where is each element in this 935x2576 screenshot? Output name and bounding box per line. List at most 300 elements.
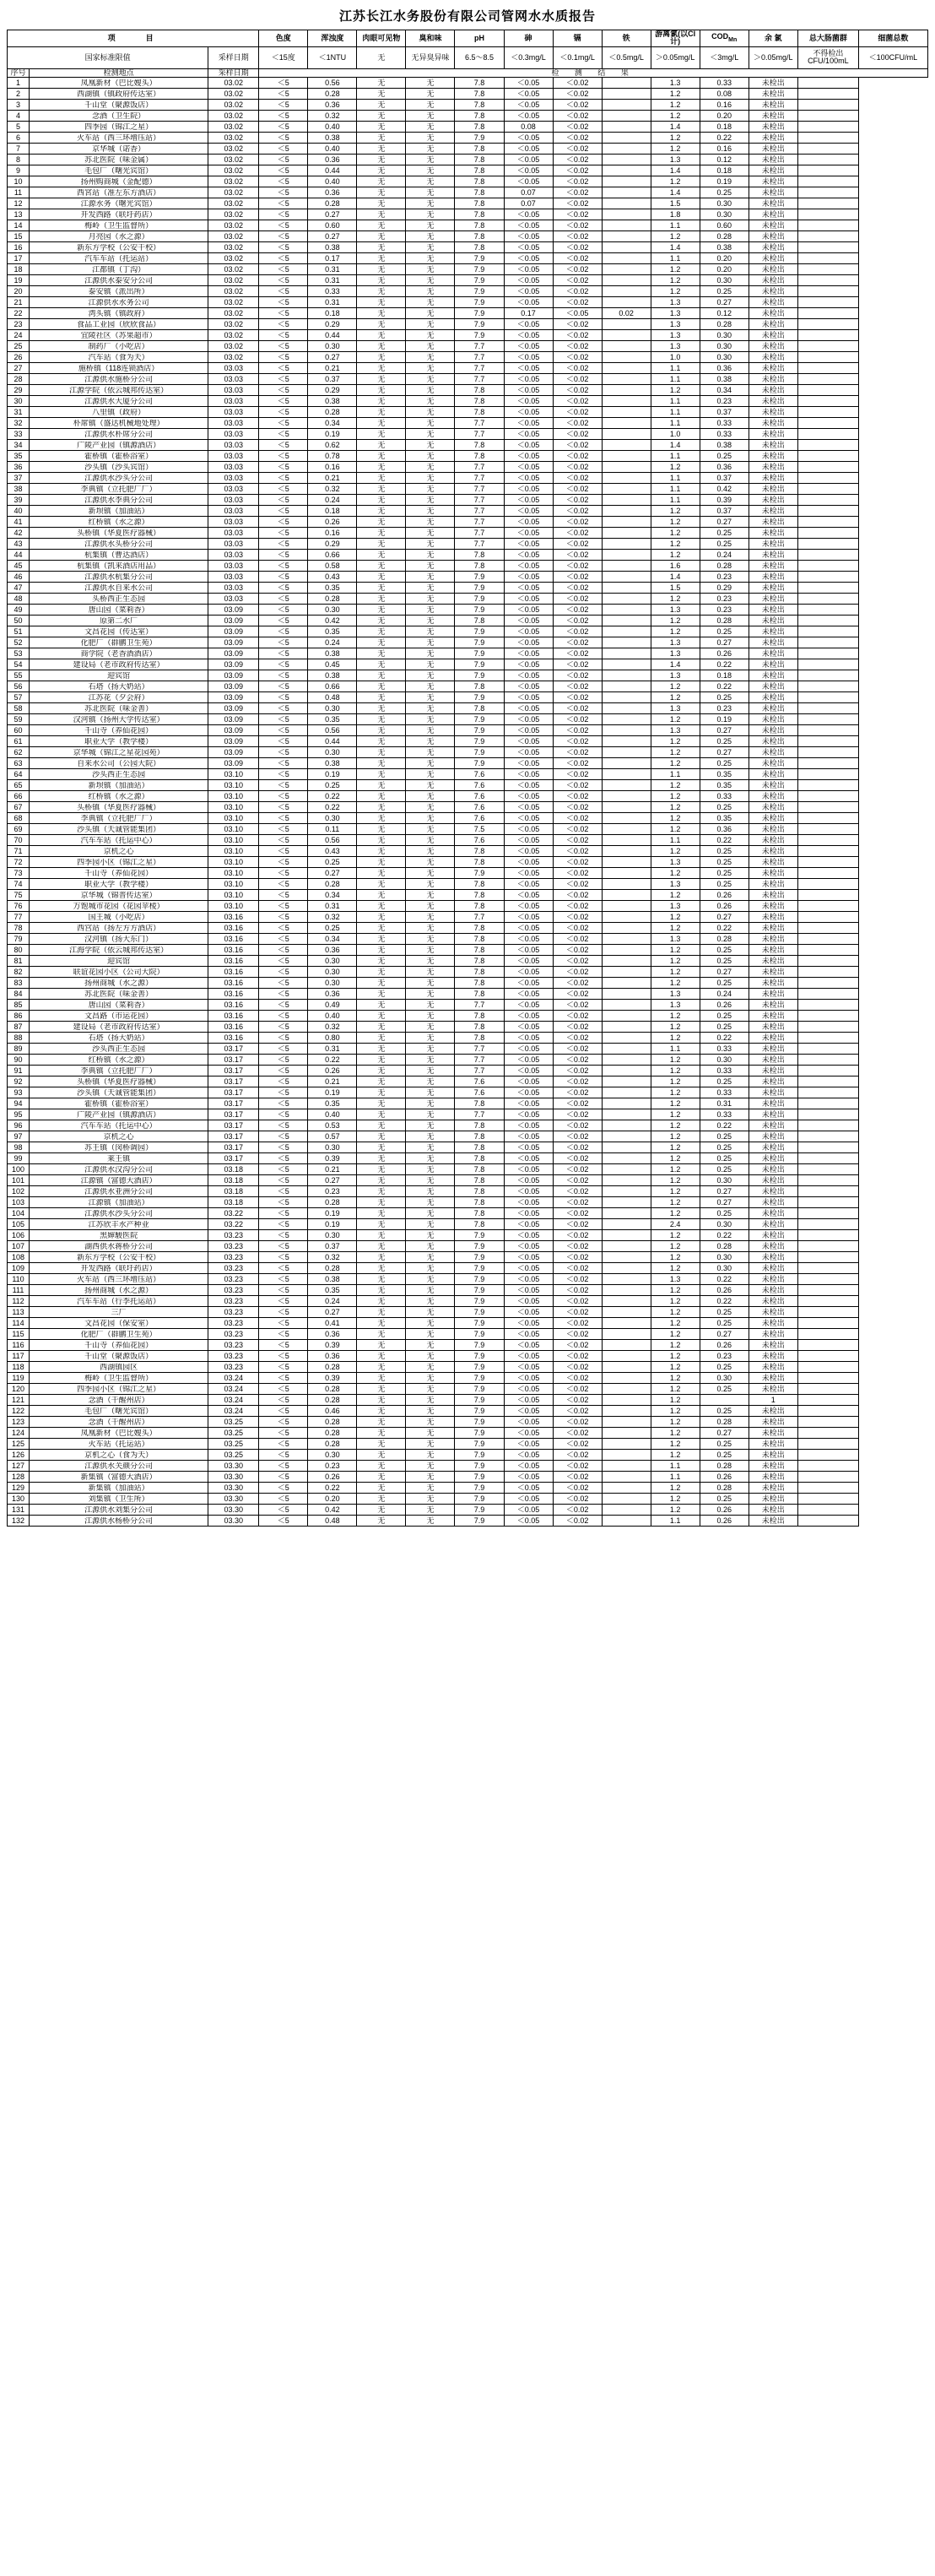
cell-i: 125	[8, 1439, 30, 1450]
cell-as: ＜0.05	[504, 747, 553, 758]
cell-date: 03.16	[208, 967, 259, 978]
cell-rm: 无	[357, 956, 406, 967]
table-row	[8, 1087, 928, 1098]
cell-date: 03.10	[208, 802, 259, 813]
cell-date: 03.03	[208, 407, 259, 418]
cell-se: ＜5	[259, 264, 308, 275]
cell-cl: 1.3	[651, 901, 700, 912]
cell-ycl: 0.25	[700, 539, 749, 550]
site-label: 江源镇（富德大酒店）	[80, 1176, 157, 1185]
cell-as: ＜0.05	[504, 1109, 553, 1120]
cell-xj	[797, 736, 858, 747]
site-label: 京机之心（食为天）	[84, 1451, 154, 1459]
cell-cw: 无	[406, 1362, 455, 1373]
site-label: 江源供水自来水公司	[84, 583, 154, 592]
cell-ycl: 0.24	[700, 550, 749, 561]
cell-date: 03.24	[208, 1406, 259, 1417]
cell-cd: ＜0.02	[553, 1516, 602, 1527]
cell-date: 03.10	[208, 879, 259, 890]
cell-xj	[797, 220, 858, 231]
cell-ycl: 0.33	[700, 78, 749, 89]
cell-cw: 无	[406, 1428, 455, 1439]
cell-se: ＜5	[259, 495, 308, 506]
cell-ph: 7.9	[455, 319, 504, 330]
cell-fe	[602, 418, 651, 429]
cell-fe	[602, 264, 651, 275]
cell-se: ＜5	[259, 561, 308, 572]
cell-cw: 无	[406, 1439, 455, 1450]
cell-cw: 无	[406, 352, 455, 363]
cell-rm: 无	[357, 385, 406, 396]
cell-site	[30, 155, 208, 165]
cell-ycl: 0.33	[700, 1087, 749, 1098]
site-label: 月亮园（水之源）	[88, 232, 149, 241]
cell-site	[30, 626, 208, 637]
cell-site	[30, 517, 208, 528]
cell-cw: 无	[406, 517, 455, 528]
cell-cl: 1.0	[651, 352, 700, 363]
cell-cd: ＜0.02	[553, 528, 602, 539]
cell-se: ＜5	[259, 1406, 308, 1417]
cell-cd: ＜0.02	[553, 572, 602, 583]
cell-date: 03.10	[208, 813, 259, 824]
cell-cl: 1.2	[651, 550, 700, 561]
cell-dc: 未检出	[749, 231, 797, 242]
cell-as: ＜0.05	[504, 923, 553, 934]
cell-fe	[602, 1318, 651, 1329]
table-row	[8, 89, 928, 100]
cell-as: ＜0.05	[504, 1033, 553, 1044]
cell-rm: 无	[357, 572, 406, 583]
cell-cw: 无	[406, 1098, 455, 1109]
cell-xj	[797, 703, 858, 714]
cell-fe	[602, 1494, 651, 1505]
cell-cw: 无	[406, 1395, 455, 1406]
cell-xj	[797, 275, 858, 286]
cell-i: 35	[8, 451, 30, 462]
cell-date: 03.17	[208, 1120, 259, 1131]
cell-cw: 无	[406, 286, 455, 297]
cell-ph: 7.9	[455, 1340, 504, 1351]
cell-ph: 7.8	[455, 187, 504, 198]
cell-rm: 无	[357, 78, 406, 89]
cell-ph: 7.9	[455, 1472, 504, 1483]
cell-xj	[797, 1252, 858, 1263]
cell-zd: 0.27	[308, 1175, 357, 1186]
cell-site	[30, 758, 208, 769]
cell-site	[30, 1109, 208, 1120]
table-row	[8, 1175, 928, 1186]
cell-dc: 未检出	[749, 528, 797, 539]
cell-cd: ＜0.02	[553, 813, 602, 824]
cell-se: ＜5	[259, 835, 308, 846]
cell-rm: 无	[357, 144, 406, 155]
site-label: 西宮站（准左东方酒店）	[77, 188, 161, 197]
cell-rm: 无	[357, 1109, 406, 1120]
cell-ph: 7.5	[455, 824, 504, 835]
cell-site	[30, 1131, 208, 1142]
cell-cl: 1.2	[651, 1307, 700, 1318]
cell-i: 50	[8, 616, 30, 626]
cell-i: 98	[8, 1142, 30, 1153]
site-label: 新东方学校（公安干校）	[77, 243, 161, 252]
cell-as: ＜0.05	[504, 495, 553, 506]
cell-cd: ＜0.02	[553, 418, 602, 429]
cell-i: 4	[8, 111, 30, 122]
cell-se: ＜5	[259, 890, 308, 901]
cell-ph: 7.8	[455, 1098, 504, 1109]
cell-ph: 7.9	[455, 253, 504, 264]
cell-ycl: 0.23	[700, 703, 749, 714]
cell-ph: 7.9	[455, 725, 504, 736]
cell-ph: 7.8	[455, 78, 504, 89]
site-label: 西湖镇园区	[100, 1363, 138, 1371]
cell-site	[30, 967, 208, 978]
cell-xj	[797, 187, 858, 198]
cell-ycl: 0.08	[700, 89, 749, 100]
table-row	[8, 429, 928, 440]
cell-ycl: 0.33	[700, 418, 749, 429]
cell-as: ＜0.05	[504, 967, 553, 978]
cell-zd: 0.11	[308, 824, 357, 835]
cell-ycl: 0.25	[700, 1131, 749, 1142]
cell-date: 03.23	[208, 1274, 259, 1285]
cell-rm: 无	[357, 1241, 406, 1252]
table-row	[8, 100, 928, 111]
cell-ph: 7.9	[455, 1406, 504, 1417]
cell-fe	[602, 561, 651, 572]
cell-xj	[797, 89, 858, 100]
cell-xj	[797, 1340, 858, 1351]
cell-cl: 1.5	[651, 198, 700, 209]
cell-cd: ＜0.02	[553, 681, 602, 692]
cell-date: 03.09	[208, 736, 259, 747]
cell-fe	[602, 473, 651, 484]
cell-as: ＜0.05	[504, 506, 553, 517]
cell-xj	[797, 1153, 858, 1164]
cell-date: 03.02	[208, 308, 259, 319]
cell-date: 03.10	[208, 857, 259, 868]
cell-as: ＜0.05	[504, 1384, 553, 1395]
cell-date: 03.09	[208, 714, 259, 725]
table-row	[8, 637, 928, 648]
cell-ycl: 0.38	[700, 242, 749, 253]
cell-date: 03.03	[208, 539, 259, 550]
cell-zd: 0.56	[308, 835, 357, 846]
cell-rm: 无	[357, 198, 406, 209]
cell-zd: 0.38	[308, 670, 357, 681]
cell-rm: 无	[357, 111, 406, 122]
table-row	[8, 550, 928, 561]
cell-ycl: 0.27	[700, 1186, 749, 1197]
cell-site	[30, 1450, 208, 1461]
cell-date: 03.30	[208, 1505, 259, 1516]
cell-ph: 7.8	[455, 1131, 504, 1142]
cell-rm: 无	[357, 1395, 406, 1406]
cell-cd: ＜0.02	[553, 879, 602, 890]
cell-cw: 无	[406, 1011, 455, 1022]
cell-cd: ＜0.02	[553, 187, 602, 198]
cell-ph: 7.8	[455, 879, 504, 890]
cell-as: ＜0.05	[504, 1098, 553, 1109]
cell-rm: 无	[357, 813, 406, 824]
cell-zd: 0.36	[308, 989, 357, 1000]
cell-ph: 7.9	[455, 1384, 504, 1395]
table-row	[8, 264, 928, 275]
cell-zd: 0.58	[308, 561, 357, 572]
cell-zd: 0.26	[308, 1066, 357, 1076]
cell-se: ＜5	[259, 363, 308, 374]
cell-cw: 无	[406, 144, 455, 155]
cell-i: 121	[8, 1395, 30, 1406]
cell-se: ＜5	[259, 956, 308, 967]
cell-date: 03.18	[208, 1175, 259, 1186]
cell-fe	[602, 144, 651, 155]
cell-site	[30, 550, 208, 561]
table-row	[8, 1142, 928, 1153]
cell-as: ＜0.05	[504, 451, 553, 462]
cell-site	[30, 1494, 208, 1505]
cell-date: 03.09	[208, 626, 259, 637]
cell-date: 03.02	[208, 133, 259, 144]
cell-xj	[797, 1516, 858, 1527]
cell-site	[30, 209, 208, 220]
cell-fe	[602, 934, 651, 945]
site-label: 千山寺（养仙花园）	[84, 869, 154, 877]
site-label: 江源供水大厦分公司	[84, 397, 154, 405]
cell-dc: 未检出	[749, 989, 797, 1000]
cell-fe	[602, 1175, 651, 1186]
cell-cw: 无	[406, 1263, 455, 1274]
cell-cd: ＜0.02	[553, 1417, 602, 1428]
cell-date: 03.24	[208, 1384, 259, 1395]
cell-dc: 未检出	[749, 176, 797, 187]
cell-ycl: 0.18	[700, 122, 749, 133]
cell-ycl: 0.25	[700, 286, 749, 297]
cell-zd: 0.26	[308, 517, 357, 528]
cell-as: ＜0.05	[504, 780, 553, 791]
cell-dc: 未检出	[749, 594, 797, 605]
cell-cl: 1.1	[651, 484, 700, 495]
cell-fe	[602, 1439, 651, 1450]
cell-zd: 0.31	[308, 264, 357, 275]
cell-date: 03.02	[208, 264, 259, 275]
cell-zd: 0.26	[308, 1472, 357, 1483]
table-row	[8, 1340, 928, 1351]
cell-i: 42	[8, 528, 30, 539]
cell-site	[30, 484, 208, 495]
cell-site	[30, 1395, 208, 1406]
cell-fe	[602, 528, 651, 539]
cell-cl: 1.2	[651, 528, 700, 539]
cell-cl: 1.3	[651, 879, 700, 890]
cell-ycl: 0.25	[700, 736, 749, 747]
cell-zd: 0.48	[308, 1516, 357, 1527]
cell-dc: 未检出	[749, 133, 797, 144]
cell-cl: 1.2	[651, 912, 700, 923]
cell-zd: 0.35	[308, 583, 357, 594]
cell-dc: 未检出	[749, 967, 797, 978]
cell-cd: ＜0.02	[553, 363, 602, 374]
cell-dc: 未检出	[749, 956, 797, 967]
cell-cw: 无	[406, 846, 455, 857]
cell-as: ＜0.05	[504, 1011, 553, 1022]
cell-ycl: 0.18	[700, 165, 749, 176]
cell-as: ＜0.05	[504, 352, 553, 363]
cell-dc: 未检出	[749, 670, 797, 681]
cell-site	[30, 901, 208, 912]
cell-fe	[602, 1087, 651, 1098]
cell-ph: 7.8	[455, 550, 504, 561]
cell-ph: 7.7	[455, 506, 504, 517]
cell-se: ＜5	[259, 462, 308, 473]
cell-se: ＜5	[259, 1362, 308, 1373]
table-row	[8, 242, 928, 253]
cell-fe	[602, 605, 651, 616]
cell-ycl: 0.28	[700, 616, 749, 626]
cell-zd: 0.44	[308, 165, 357, 176]
table-row	[8, 1417, 928, 1428]
cell-ph: 7.8	[455, 1197, 504, 1208]
cell-ph: 7.9	[455, 1494, 504, 1505]
cell-site	[30, 1329, 208, 1340]
table-row	[8, 308, 928, 319]
cell-se: ＜5	[259, 198, 308, 209]
site-label: 头桥镇（华夏医疗器械）	[77, 1077, 161, 1086]
cell-xj	[797, 1296, 858, 1307]
cell-cw: 无	[406, 1285, 455, 1296]
cell-zd: 0.36	[308, 945, 357, 956]
table-row	[8, 1516, 928, 1527]
cell-se: ＜5	[259, 528, 308, 539]
cell-xj	[797, 155, 858, 165]
cell-ph: 7.7	[455, 374, 504, 385]
cell-cl: 1.2	[651, 506, 700, 517]
cell-ycl: 0.27	[700, 912, 749, 923]
cell-xj	[797, 319, 858, 330]
cell-xj	[797, 879, 858, 890]
cell-zd: 0.17	[308, 253, 357, 264]
cell-fe	[602, 890, 651, 901]
site-label: 李典镇（立托肥厂厂）	[80, 485, 157, 493]
cell-ycl: 0.20	[700, 111, 749, 122]
cell-rm: 无	[357, 1131, 406, 1142]
site-label: 刘集镇（卫生所）	[88, 1494, 149, 1503]
cell-cl: 1.5	[651, 583, 700, 594]
cell-ycl: 0.26	[700, 890, 749, 901]
cell-fe	[602, 769, 651, 780]
cell-cl: 1.2	[651, 1263, 700, 1274]
cell-cd: ＜0.02	[553, 133, 602, 144]
cell-fe	[602, 1406, 651, 1417]
cell-cl: 1.2	[651, 967, 700, 978]
cell-se: ＜5	[259, 111, 308, 122]
cell-xj	[797, 462, 858, 473]
cell-as: ＜0.05	[504, 583, 553, 594]
cell-as: ＜0.05	[504, 594, 553, 605]
cell-fe	[602, 539, 651, 550]
site-label: 化肥厂（群鹏卫生苑）	[80, 1330, 157, 1338]
cell-xj	[797, 418, 858, 429]
cell-i: 15	[8, 231, 30, 242]
table-row	[8, 758, 928, 769]
cell-cl: 1.2	[651, 1055, 700, 1066]
cell-dc: 未检出	[749, 275, 797, 286]
cell-ycl: 0.25	[700, 1011, 749, 1022]
cell-cd: ＜0.02	[553, 769, 602, 780]
cell-site	[30, 868, 208, 879]
cell-xj	[797, 1318, 858, 1329]
cell-ph: 7.8	[455, 1175, 504, 1186]
cell-xj	[797, 198, 858, 209]
cell-cw: 无	[406, 385, 455, 396]
cell-zd: 0.32	[308, 912, 357, 923]
cell-date: 03.03	[208, 517, 259, 528]
site-label: 化肥厂（群鹏卫生苑）	[80, 638, 157, 647]
cell-cw: 无	[406, 637, 455, 648]
cell-zd: 0.30	[308, 978, 357, 989]
cell-zd: 0.33	[308, 286, 357, 297]
cell-ycl: 0.36	[700, 824, 749, 835]
cell-dc: 未检出	[749, 198, 797, 209]
cell-xj	[797, 1494, 858, 1505]
cell-rm: 无	[357, 967, 406, 978]
cell-as: ＜0.05	[504, 1450, 553, 1461]
cell-fe	[602, 440, 651, 451]
cell-zd: 0.18	[308, 308, 357, 319]
cell-ycl: 0.24	[700, 989, 749, 1000]
cell-cl: 1.1	[651, 1044, 700, 1055]
site-label: 毛包厂（曙光宾馆）	[84, 1407, 154, 1415]
cell-dc: 未检出	[749, 1516, 797, 1527]
cell-xj	[797, 802, 858, 813]
cell-cl: 1.2	[651, 923, 700, 934]
cell-date: 03.09	[208, 747, 259, 758]
cell-ycl: 0.30	[700, 1373, 749, 1384]
cell-zd: 0.37	[308, 1241, 357, 1252]
cell-xj	[797, 352, 858, 363]
cell-site	[30, 605, 208, 616]
cell-cd: ＜0.02	[553, 978, 602, 989]
cell-rm: 无	[357, 780, 406, 791]
cell-cw: 无	[406, 1296, 455, 1307]
cell-rm: 无	[357, 1417, 406, 1428]
cell-as: ＜0.05	[504, 1472, 553, 1483]
cell-as: ＜0.05	[504, 956, 553, 967]
cell-xj	[797, 429, 858, 440]
cell-cl: 1.3	[651, 319, 700, 330]
cell-fe	[602, 1022, 651, 1033]
cell-dc: 未检出	[749, 1351, 797, 1362]
cell-date: 03.22	[208, 1208, 259, 1219]
cell-zd: 0.27	[308, 1307, 357, 1318]
cell-ph: 7.8	[455, 1219, 504, 1230]
cell-fe	[602, 517, 651, 528]
cell-se: ＜5	[259, 1164, 308, 1175]
cell-zd: 0.56	[308, 78, 357, 89]
cell-fe	[602, 802, 651, 813]
cell-xj	[797, 583, 858, 594]
cell-fe	[602, 407, 651, 418]
cell-ycl: 0.38	[700, 374, 749, 385]
table-row	[8, 1285, 928, 1296]
cell-se: ＜5	[259, 1241, 308, 1252]
cell-i: 30	[8, 396, 30, 407]
table-row	[8, 165, 928, 176]
cell-cl: 1.3	[651, 605, 700, 616]
cell-ycl: 0.25	[700, 1318, 749, 1329]
cell-i: 9	[8, 165, 30, 176]
